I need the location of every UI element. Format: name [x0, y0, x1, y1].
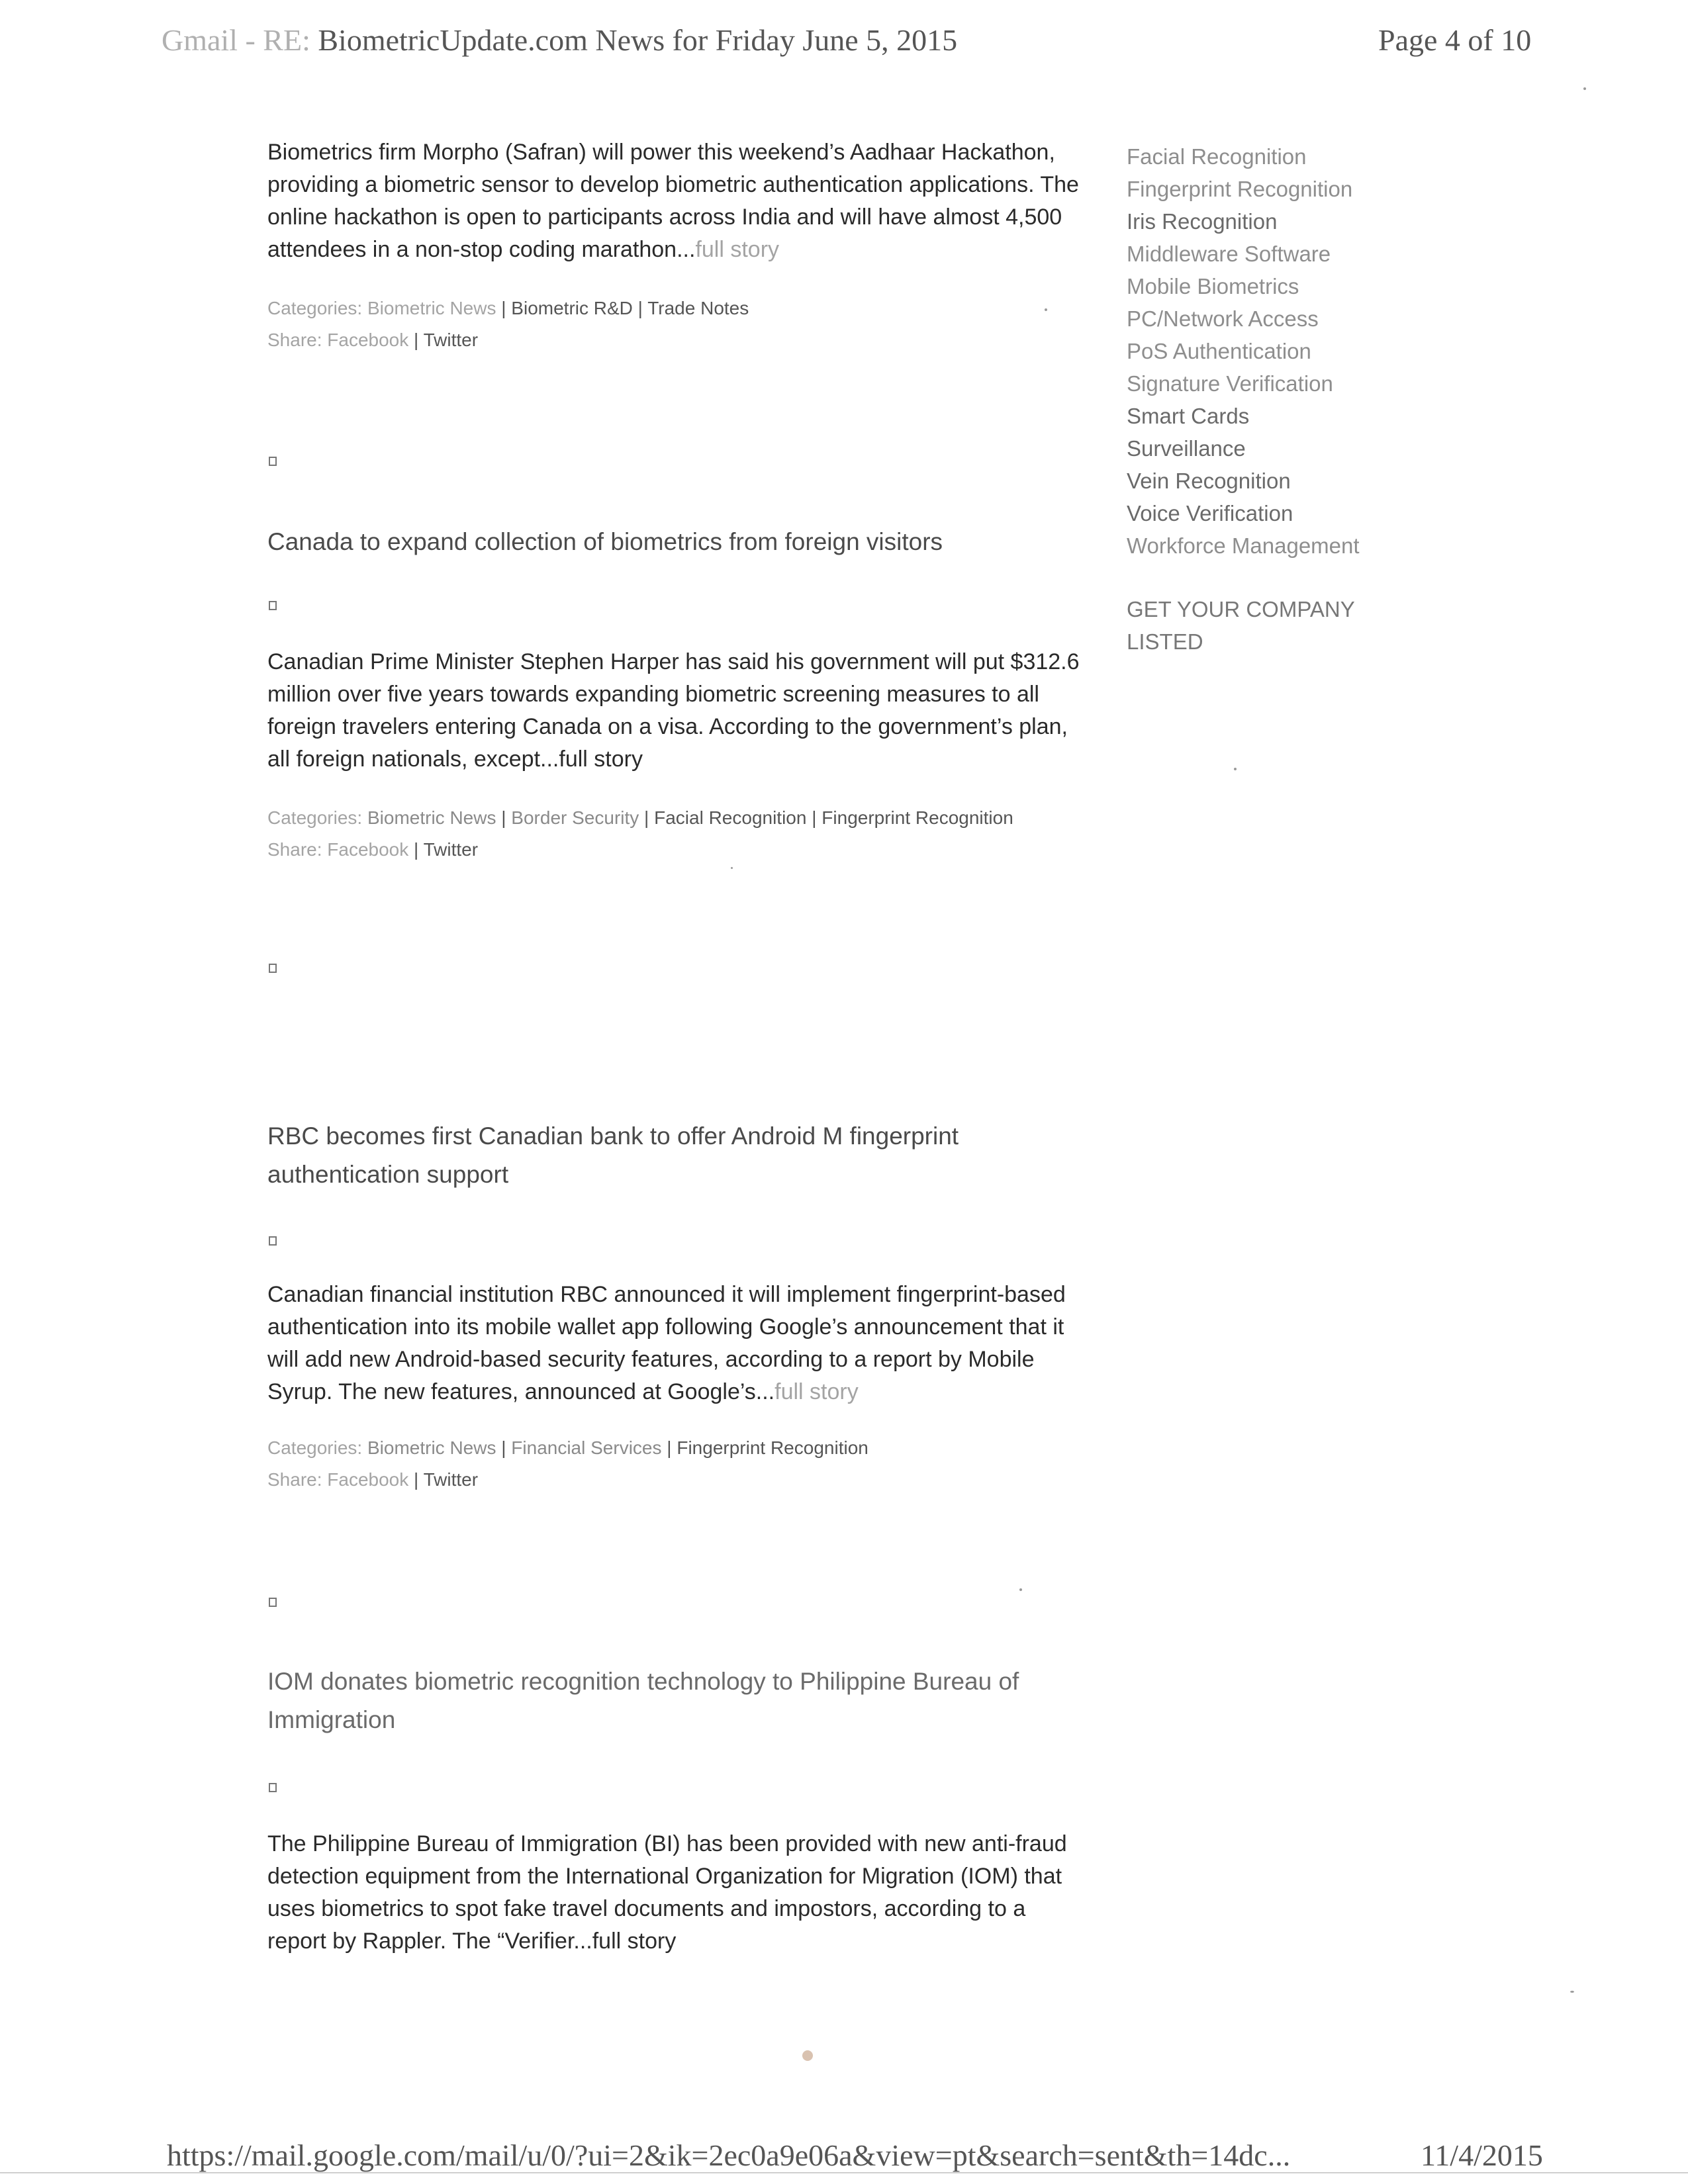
share-twitter-link[interactable]: Twitter: [423, 1469, 479, 1490]
article-2-share: Share: Facebook | Twitter: [267, 839, 479, 860]
article-3-title[interactable]: RBC becomes first Canadian bank to offer Android M fingerprint authentication support: [267, 1122, 959, 1188]
header-title-main: BiometricUpdate.com News for Friday June 5, 2015: [318, 23, 958, 57]
sidebar-category-list: [1127, 140, 1458, 562]
category-link[interactable]: Biometric News: [367, 1437, 496, 1458]
sidebar-item[interactable]: Facial Recognition: [1127, 144, 1307, 169]
share-twitter-link[interactable]: Twitter: [423, 839, 479, 860]
article-1-full-story-link[interactable]: full story: [695, 237, 780, 262]
sidebar-item[interactable]: Surveillance: [1127, 436, 1246, 461]
article-4-title[interactable]: IOM donates biometric recognition technology to Philippine Bureau of Immigration: [267, 1668, 1019, 1733]
article-4-full-story-link[interactable]: full story: [592, 1929, 677, 1954]
article-2-title[interactable]: Canada to expand collection of biometrics from foreign visitors: [267, 528, 943, 555]
article-3: [267, 1117, 1029, 1194]
sidebar-item[interactable]: Smart Cards: [1127, 404, 1250, 428]
article-3-body: [267, 1279, 1082, 1496]
share-twitter-link[interactable]: Twitter: [423, 330, 479, 350]
article-4-body: [267, 1828, 1082, 1958]
article-3-share: Share: Facebook | Twitter: [267, 1469, 479, 1490]
share-facebook-link[interactable]: Facebook: [327, 330, 409, 350]
header-title-prefix: Gmail - RE:: [162, 23, 318, 57]
category-link[interactable]: Trade Notes: [647, 298, 749, 318]
image-placeholder-icon: [269, 1236, 277, 1246]
category-link[interactable]: Biometric News: [367, 298, 496, 318]
sidebar-item[interactable]: PC/Network Access: [1127, 306, 1319, 331]
article-2-categories: Categories: Biometric News | Border Security | Facial Recognition | Fingerprint Recognition: [267, 807, 1013, 828]
sidebar-item[interactable]: Voice Verification: [1127, 501, 1293, 525]
article-4: [267, 1662, 1088, 1739]
share-facebook-link[interactable]: Facebook: [327, 839, 409, 860]
page-header-title: [162, 23, 957, 58]
footer-date: 11/4/2015: [1421, 2138, 1543, 2172]
category-link[interactable]: Fingerprint Recognition: [821, 807, 1013, 828]
category-link[interactable]: Border Security: [511, 807, 639, 828]
sidebar-item[interactable]: PoS Authentication: [1127, 339, 1311, 363]
sidebar-item[interactable]: Workforce Management: [1127, 533, 1360, 558]
category-link[interactable]: Fingerprint Recognition: [677, 1437, 868, 1458]
article-4-intro: The Philippine Bureau of Immigration (BI) has been provided with new anti-fraud detection equipment from the International Organization for Migration (IOM) that uses biometrics to spot fake travel documents and impostors, according to a report by Rappler. The “Verifier...full story: [267, 1831, 1067, 1954]
share-facebook-link[interactable]: Facebook: [327, 1469, 409, 1490]
sidebar-item[interactable]: Iris Recognition: [1127, 209, 1278, 234]
sidebar-item[interactable]: Middleware Software: [1127, 242, 1331, 266]
scan-speck: [731, 867, 733, 869]
sidebar-item[interactable]: Vein Recognition: [1127, 469, 1291, 493]
article-1-share: Share: Facebook | Twitter: [267, 330, 479, 350]
scan-speck: [1583, 87, 1586, 90]
article-2-intro: Canadian Prime Minister Stephen Harper has said his government will put $312.6 million over five years towards expanding biometric screening measures to all foreign travelers entering Canada on a visa. According to the government’s plan, all foreign nationals, except...full story: [267, 649, 1080, 772]
image-placeholder-icon: [269, 1783, 277, 1792]
category-link[interactable]: Financial Services: [511, 1437, 662, 1458]
article-1-intro: Biometrics firm Morpho (Safran) will power this weekend’s Aadhaar Hackathon, providing a biometric sensor to develop biometric authentication applications. The online hackathon is open to participants across India and will have almost 4,500 attendees in a non-stop coding marathon...full story: [267, 140, 1079, 262]
article-3-categories: Categories: Biometric News | Financial Services | Fingerprint Recognition: [267, 1437, 868, 1458]
image-placeholder-icon: [269, 601, 277, 610]
category-link[interactable]: Biometric R&D: [511, 298, 633, 318]
article-2: [267, 523, 1082, 561]
page-number: Page 4 of 10: [1378, 23, 1532, 57]
image-placeholder-icon: [269, 964, 277, 973]
category-link[interactable]: Biometric News: [367, 807, 496, 828]
article-2-body: [267, 646, 1082, 866]
sidebar-item[interactable]: Signature Verification: [1127, 371, 1333, 396]
article-3-full-story-link[interactable]: full story: [774, 1379, 859, 1404]
article-1-categories: Categories: Biometric News | Biometric R&D | Trade Notes: [267, 298, 749, 318]
article-2-full-story-link[interactable]: full story: [559, 747, 643, 772]
scan-speck: [1045, 308, 1047, 311]
sidebar-item[interactable]: Mobile Biometrics: [1127, 274, 1299, 298]
article-3-intro: Canadian financial institution RBC announced it will implement fingerprint-based authentication into its mobile wallet app following Google’s announcement that it will add new Android-based security features, according to a report by Mobile Syrup. The new features, announced at Google’s...full story: [267, 1282, 1066, 1404]
image-placeholder-icon: [269, 1598, 277, 1607]
footer-url: https://mail.google.com/mail/u/0/?ui=2&ik=2ec0a9e06a&view=pt&search=sent&th=14dc...: [167, 2138, 1291, 2172]
scan-speck: [802, 2050, 813, 2061]
article-1: [267, 136, 1082, 356]
sidebar-item[interactable]: Fingerprint Recognition: [1127, 177, 1353, 201]
category-link[interactable]: Facial Recognition: [654, 807, 807, 828]
image-placeholder-icon: [269, 457, 277, 466]
get-listed-link[interactable]: GET YOUR COMPANY LISTED: [1127, 597, 1355, 654]
scan-speck: [1019, 1588, 1022, 1591]
scan-speck: [1234, 768, 1237, 770]
scan-speck: [1570, 1991, 1574, 1993]
